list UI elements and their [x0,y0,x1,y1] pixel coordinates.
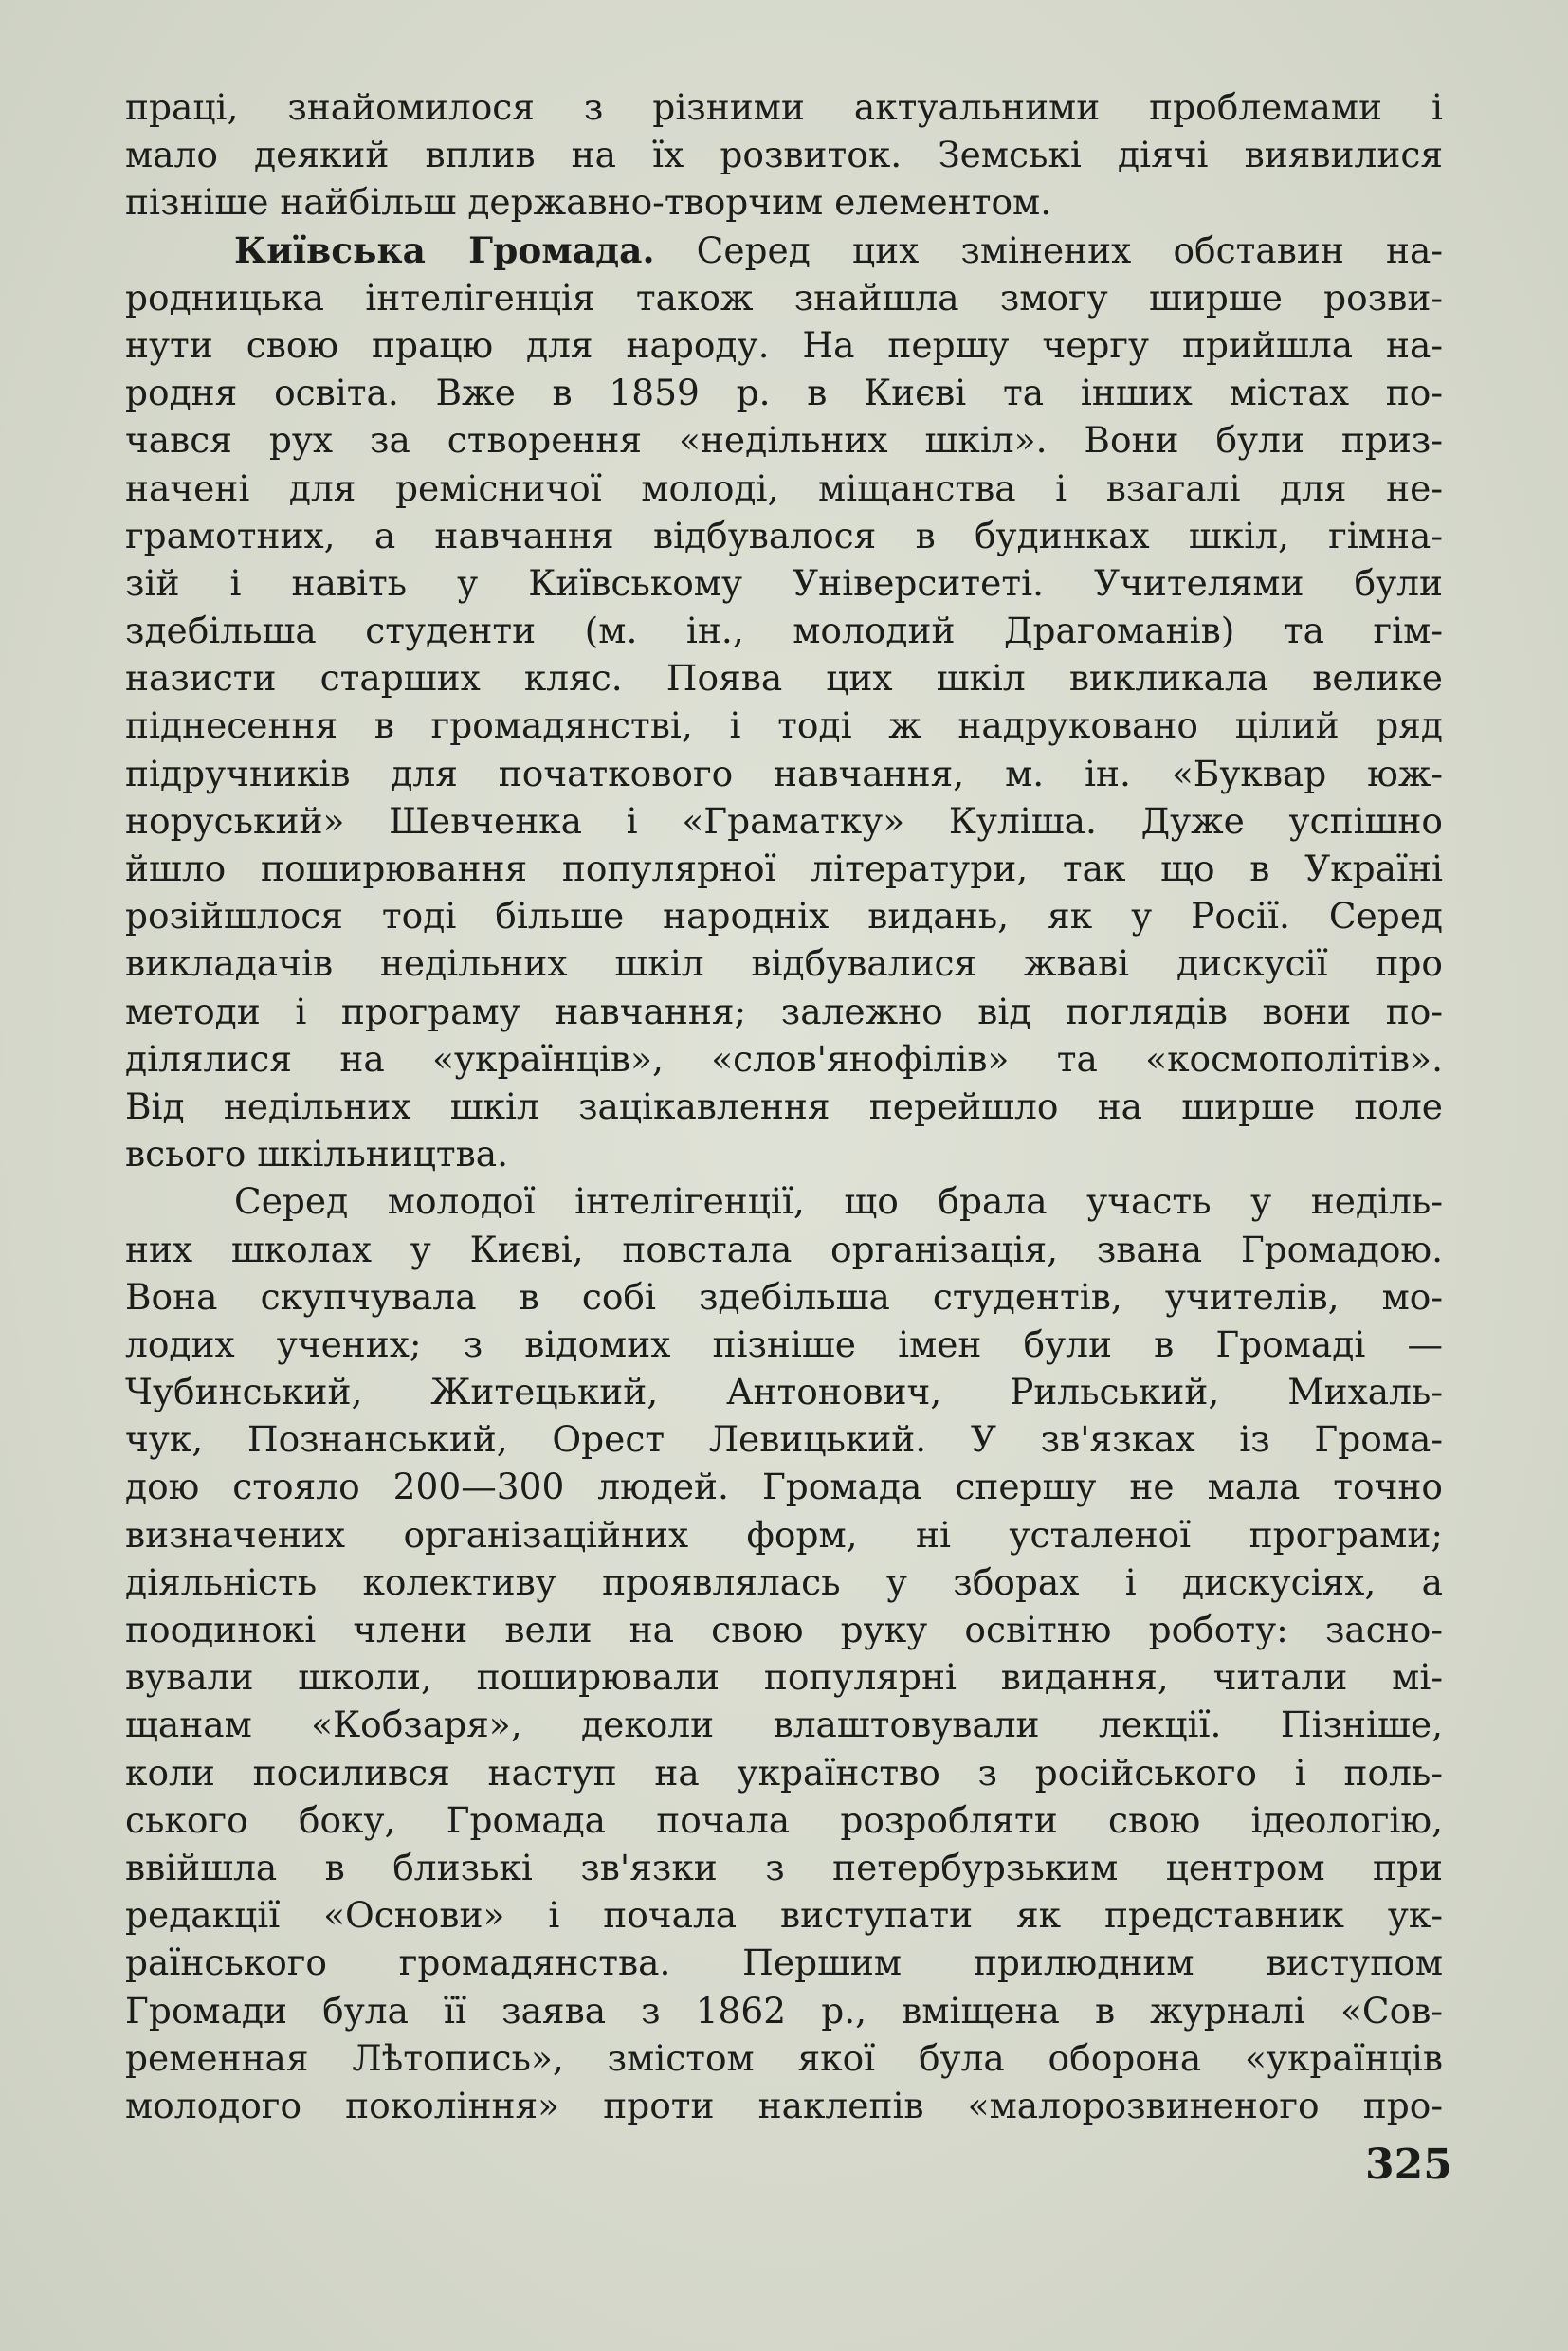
text-line: праці, знайомилося з різними актуальними проблемами і [125,86,1443,128]
page-number: 325 [1365,2141,1452,2189]
paragraph-3 [125,1177,1443,2129]
text-line: ввійшла в близькі зв'язки з петербурзьким центром при [125,1846,1443,1888]
text-line: ського боку, Громада почала розробляти свою ідеологію, [125,1798,1443,1841]
text-line: мало деякий вплив на їх розвиток. Земські діячі виявилися [125,134,1443,176]
text-line: визначених організаційних форм, ні усталеної програми; [125,1513,1443,1556]
text-line: норуський» Шевченка і «Граматку» Куліша. Дуже успішно [125,799,1443,842]
text-line: Чубинський, Житецький, Антонович, Рильський, Михаль- [125,1371,1443,1413]
text-line: дою стояло 200—300 людей. Громада спершу не мала точно [125,1466,1443,1508]
text-line: діяльність колективу проявлялась у зборах і дискусіях, а [125,1560,1443,1603]
text-line: йшло поширювання популярної літератури, так що в Україні [125,847,1443,889]
text-line: чався рух за створення «недільних шкіл». Вони були приз- [125,419,1443,462]
text-line: молодого покоління» проти наклепів «малорозвиненого про- [125,2084,1443,2126]
text-line: Громади була її заява з 1862 р., вміщена в журналі «Сов- [125,1989,1443,2032]
section-heading: Київська Громада. [234,228,655,271]
text-line: поодинокі члени вели на свою руку освітню роботу: засно- [125,1609,1443,1650]
text-line: зій і навіть у Київському Університеті. Учителями були [125,561,1443,604]
text-line: пізніше найбільш державно-творчим елементом. [125,181,1052,224]
text-line: ділялися на «українців», «слов'янофілів» та «космополітів». [125,1037,1443,1080]
text-line: редакції «Основи» і почала виступати як представник ук- [125,1894,1443,1937]
paragraph-2 [125,227,1443,1178]
text-line: раїнського громадянства. Першим прилюдним виступом [125,1941,1443,1984]
text-line: Від недільних шкіл зацікавлення перейшло на ширше поле [125,1084,1443,1127]
text-line: начені для ремісничої молоді, міщанства і взагалі для не- [125,466,1443,509]
text-line: розійшлося тоді більше народніх видань, як у Росії. Серед [125,895,1443,938]
text-line: всього шкільництва. [125,1133,509,1176]
text-line: вували школи, поширювали популярні видання, читали мі- [125,1656,1443,1699]
text-line: лодих учених; з відомих пізніше імен були в Громаді — [125,1322,1443,1365]
text-line: щанам «Кобзаря», деколи влаштовували лекції. Пізніше, [125,1704,1443,1746]
text-line: Серед молодої інтелігенції, що брала участь у неділь- [234,1180,1443,1223]
paragraph-1 [125,83,1443,227]
text-line: грамотних, а навчання відбувалося в будинках шкіл, гімна- [125,514,1443,556]
text-line: підручників для початкового навчання, м. ін. «Буквар юж- [125,752,1443,794]
text-line: нути свою працю для народу. На першу чергу прийшла на- [125,323,1443,366]
text-line: ременная Лѣтопись», змістом якої була оборона «українців [125,2036,1443,2079]
body-text [125,83,1443,2129]
text-line: чук, Познанський, Орест Левицький. У зв'язках із Грома- [125,1418,1443,1461]
text-line: піднесення в громадянстві, і тоді ж надруковано цілий ряд [125,704,1443,747]
text-line: методи і програму навчання; залежно від поглядів вони по- [125,990,1443,1032]
text-line: родницька інтелігенція також знайшла змогу ширше розви- [125,276,1443,319]
text-line: родня освіта. Вже в 1859 р. в Києві та інших містах по- [125,372,1443,414]
text-line [125,227,1443,274]
text-line: здебільша студенти (м. ін., молодий Драгоманів) та гім- [125,610,1443,652]
text-line: коли посилився наступ на українство з російського і поль- [125,1751,1443,1794]
text-line: викладачів недільних шкіл відбувалися жваві дискусії про [125,942,1443,985]
text-line: назисти старших кляс. Поява цих шкіл викликала велике [125,657,1443,700]
text-line: Вона скупчувала в собі здебільша студентів, учителів, мо- [125,1275,1443,1318]
text-line: них школах у Києві, повстала організація, звана Громадою. [125,1228,1443,1270]
text-line-rest: Серед цих змінених обставин на- [654,228,1443,271]
